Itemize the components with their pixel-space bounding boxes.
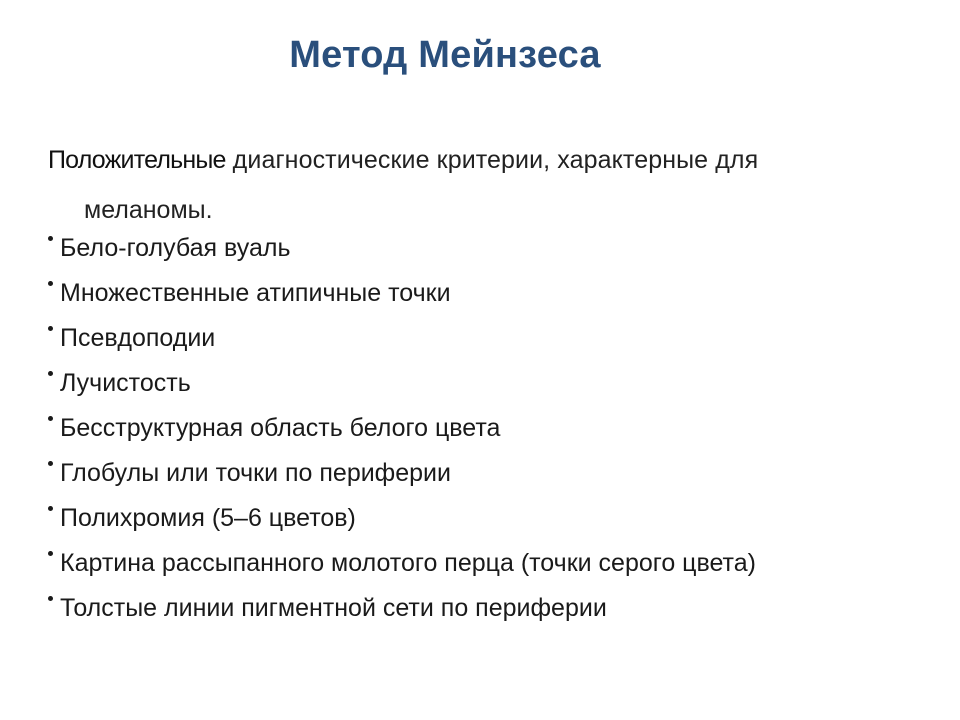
list-item <box>48 541 756 586</box>
bullet-icon <box>48 596 53 601</box>
bullet-icon <box>48 236 53 241</box>
list-item <box>48 361 756 406</box>
slide-title: Метод Мейнзеса <box>289 34 601 76</box>
list-item <box>48 451 756 496</box>
list-item <box>48 406 756 451</box>
criterion-text: Картина рассыпанного молотого перца (точки серого цвета) <box>60 549 756 577</box>
bullet-icon <box>48 281 53 286</box>
criterion-text: Псевдоподии <box>60 324 216 352</box>
criterion-text: Толстые линии пигментной сети по периферии <box>60 594 607 622</box>
criterion-text: Множественные атипичные точки <box>60 279 451 307</box>
criteria-list <box>48 226 756 631</box>
intro-text: диагностические критерии, характерные для <box>225 146 759 174</box>
list-item <box>48 496 756 541</box>
bullet-icon <box>48 506 53 511</box>
list-item <box>48 586 756 631</box>
criterion-text: Бело-голубая вуаль <box>60 234 291 262</box>
list-item <box>48 226 756 271</box>
bullet-icon <box>48 416 53 421</box>
bullet-icon <box>48 326 53 331</box>
intro-lead-word: Положительные <box>48 146 226 174</box>
criterion-text: Лучистость <box>60 369 191 397</box>
bullet-icon <box>48 371 53 376</box>
intro-continuation: меланомы. <box>84 196 213 224</box>
list-item <box>48 316 756 361</box>
list-item <box>48 271 756 316</box>
bullet-icon <box>48 551 53 556</box>
intro-paragraph <box>48 136 908 234</box>
criterion-text: Полихромия (5–6 цветов) <box>60 504 356 532</box>
bullet-icon <box>48 461 53 466</box>
criterion-text: Бесструктурная область белого цвета <box>60 414 501 442</box>
criterion-text: Глобулы или точки по периферии <box>60 459 451 487</box>
